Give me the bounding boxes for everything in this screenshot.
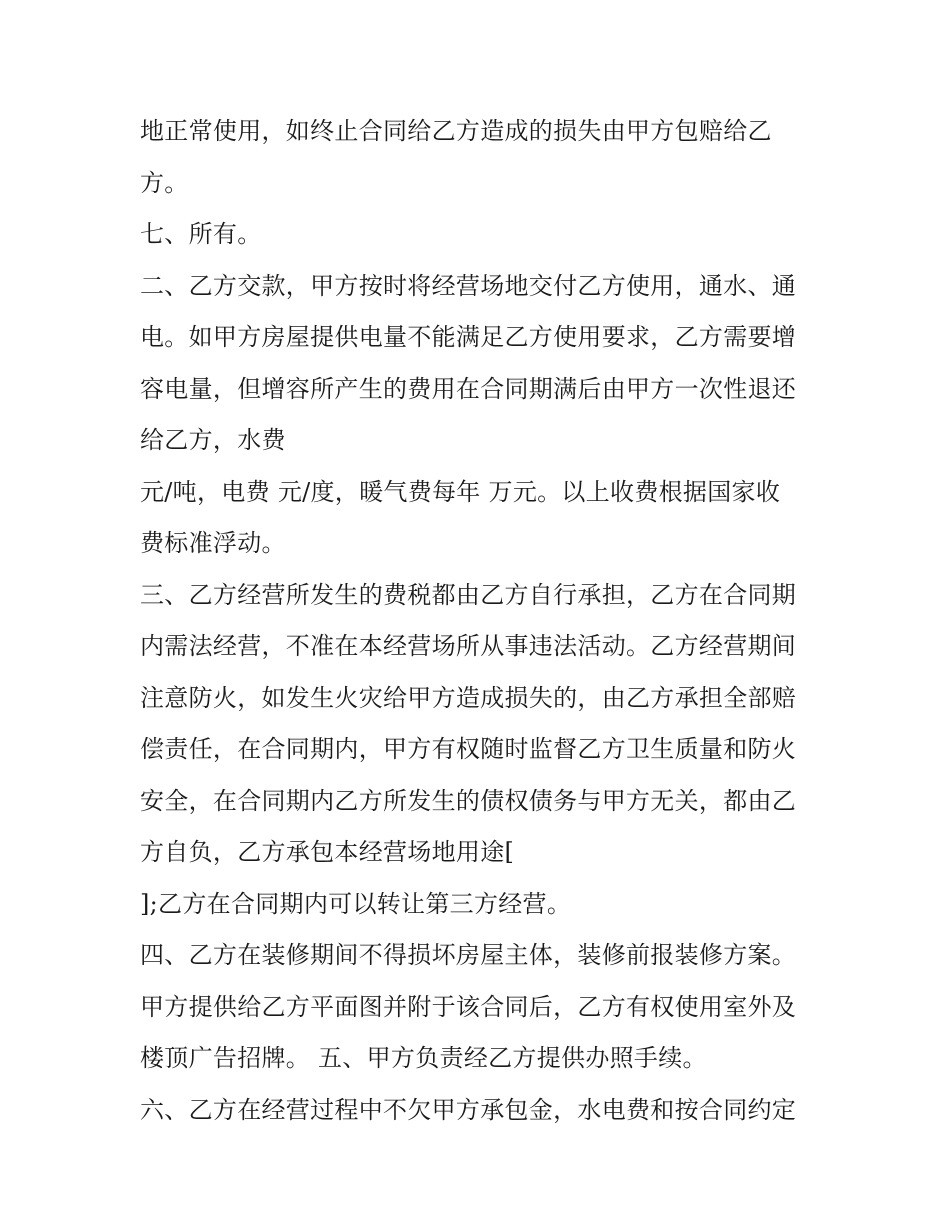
text-line: 地正常使用，如终止合同给乙方造成的损失由甲方包赔给乙 <box>140 117 772 145</box>
text-line: 楼顶广告招牌。 五、甲方负责经乙方提供办照手续。 <box>140 1044 707 1072</box>
text-line: 四、乙方在装修期间不得损坏房屋主体，装修前报装修方案。 <box>140 941 797 969</box>
text-line: 六、乙方在经营过程中不欠甲方承包金，水电费和按合同约定 <box>140 1095 797 1124</box>
text-line: 方自负，乙方承包本经营场地用途[ <box>140 838 515 866</box>
text-line: 注意防火，如发生火灾给甲方造成损失的，由乙方承担全部赔 <box>140 683 797 712</box>
text-line: 给乙方，水费 <box>140 426 286 454</box>
text-line: 安全，在合同期内乙方所发生的债权债务与甲方无关，都由乙 <box>140 786 797 815</box>
text-line: 三、乙方经营所发生的费税都由乙方自行承担，乙方在合同期 <box>140 580 797 609</box>
text-line: 七、所有。 <box>140 220 262 248</box>
text-line: 内需法经营，不准在本经营场所从事违法活动。乙方经营期间 <box>140 632 797 660</box>
text-line: 甲方提供给乙方平面图并附于该合同后，乙方有权使用室外及 <box>140 992 797 1021</box>
text-line: 容电量，但增容所产生的费用在合同期满后由甲方一次性退还 <box>140 374 797 403</box>
text-line: 元/吨，电费 元/度，暖气费每年 万元。以上收费根据国家收 <box>140 477 781 506</box>
text-line: 二、乙方交款，甲方按时将经营场地交付乙方使用，通水、通 <box>140 271 797 300</box>
contract-text <box>140 106 820 1136</box>
text-line: 偿责任，在合同期内，甲方有权随时监督乙方卫生质量和防火 <box>140 735 797 763</box>
text-line: 电。如甲方房屋提供电量不能满足乙方使用要求，乙方需要增 <box>140 323 797 351</box>
text-line: 费标准浮动。 <box>140 529 286 557</box>
text-line: 方。 <box>140 168 189 197</box>
text-line: ];乙方在合同期内可以转让第三方经营。 <box>140 889 572 918</box>
